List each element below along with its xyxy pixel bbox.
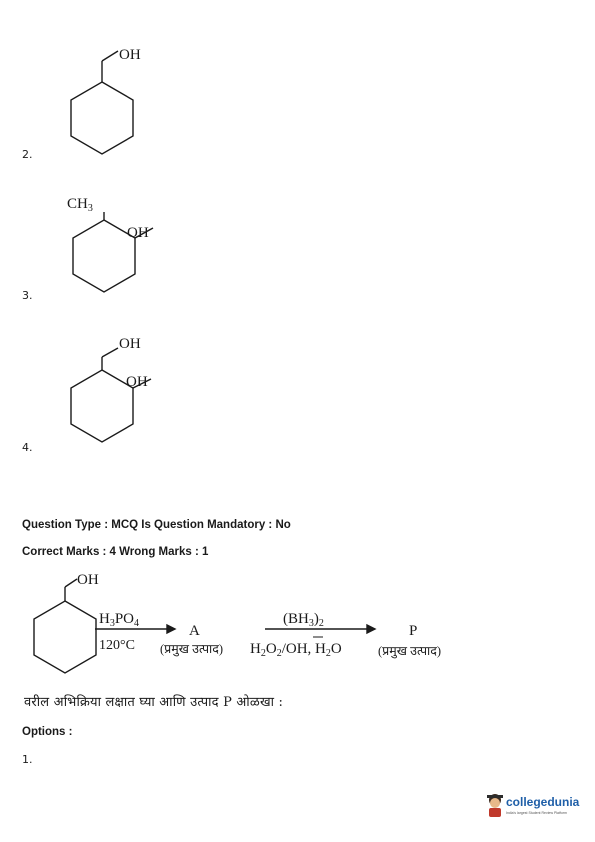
product-p: P [409,623,418,639]
reagent-bh3: $(BH_3)_2$ [283,611,324,629]
option-number: 3. [22,289,33,302]
option-number: 1. [22,753,33,766]
reagent-h2o2: $H_2O_2/OH$, $H_2O$ [250,641,342,659]
structure-option-4 [30,330,170,445]
ch3-label: $CH_3$ [67,196,93,214]
reagent-h3po4: $H_3PO_4$ [99,611,140,629]
structure-option-3 [30,190,170,300]
oh-label: OH [127,225,149,241]
oh-label: OH [126,374,148,390]
temperature-label: 120°C [99,638,135,653]
structure-option-2 [30,30,150,160]
product-a: A [189,623,200,639]
reaction-scheme [25,565,475,680]
question-type-line: Question Type : MCQ Is Question Mandatory : No [22,519,291,531]
oh-label: OH [119,336,141,352]
oh-label: OH [119,47,141,63]
product-p-note: (प्रमुख उत्पाद) [378,644,442,658]
options-label: Options : [22,726,73,738]
question-text: वरील अभिक्रिया लक्षात घ्या आणि उत्पाद P ओळखा : [24,695,284,710]
collegedunia-logo [484,790,588,824]
product-a-note: (प्रमुख उत्पाद) [160,642,224,656]
marks-line: Correct Marks : 4 Wrong Marks : 1 [22,546,209,558]
brand-name: collegedunia [506,795,580,809]
oh-label: OH [77,572,99,588]
mascot-icon [484,792,506,818]
option-number: 2. [22,148,33,161]
option-number: 4. [22,441,33,454]
brand-tagline: India's largest Student Review Platform [506,811,567,815]
